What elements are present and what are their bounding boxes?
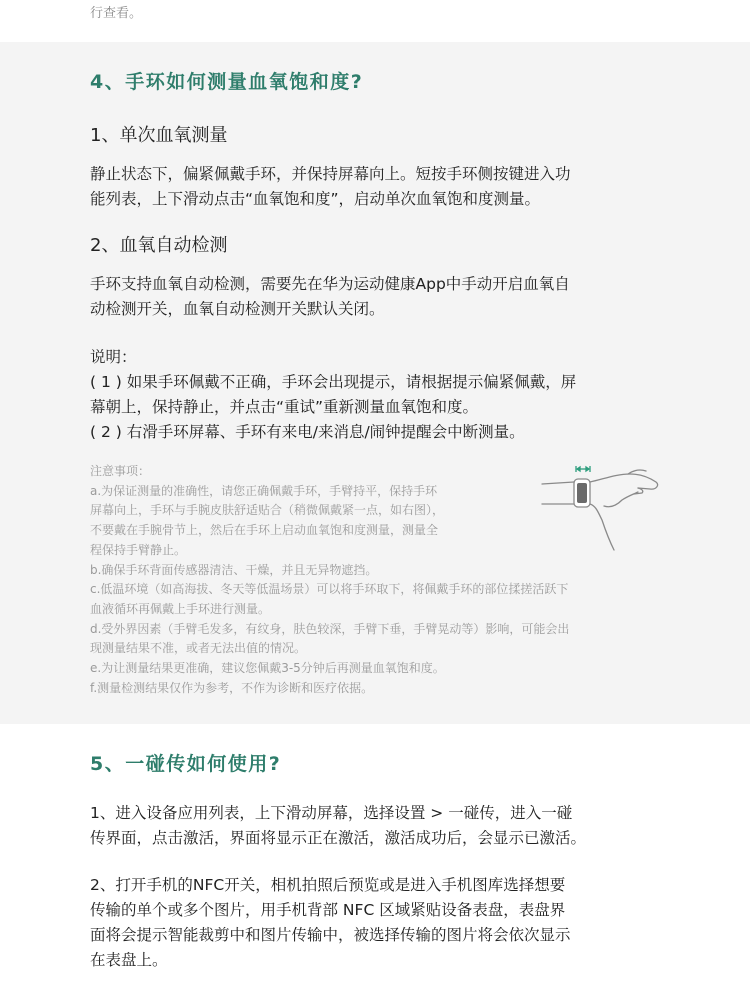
note-line: 程保持手臂静止。 xyxy=(90,542,187,557)
text-line: 手环支持血氧自动检测，需要先在华为运动健康App中手动开启血氧自 xyxy=(90,275,570,293)
text-line: 在表盘上。 xyxy=(90,951,168,969)
single-measure-heading: 1、单次血氧测量 xyxy=(90,125,228,146)
text-line: 传界面，点击激活，界面将显示正在激活，激活成功后，会显示已激活。 xyxy=(90,829,587,847)
explanation-label: 说明： xyxy=(90,348,137,366)
section-5-heading: 5、一碰传如何使用? xyxy=(90,753,282,775)
auto-detect-text xyxy=(90,272,660,322)
note-line: c.低温环境（如高海拔、冬天等低温场景）可以将手环取下，将佩戴手环的部位揉搓活跃下 xyxy=(90,582,569,597)
text-line: 幕朝上，保持静止，并点击“重试”重新测量血氧饱和度。 xyxy=(90,398,479,416)
note-line: 现测量结果不准，或者无法出值的情况。 xyxy=(90,641,307,656)
previous-section-fragment: 行查看。 xyxy=(90,6,143,21)
text-line: 能列表，上下滑动点击“血氧饱和度”，启动单次血氧饱和度测量。 xyxy=(90,190,541,208)
explanation-block xyxy=(90,345,660,445)
single-measure-text xyxy=(90,162,660,212)
wrist-band-fit-icon xyxy=(538,462,668,554)
text-line: 面将会提示智能裁剪中和图片传输中，被选择传输的图片将会依次显示 xyxy=(90,926,571,944)
note-line: b.确保手环背面传感器清洁、干燥，并且无异物遮挡。 xyxy=(90,562,378,577)
nfc-step-2-text xyxy=(90,873,660,973)
text-line: 静止状态下，偏紧佩戴手环，并保持屏幕向上。短按手环侧按键进入功 xyxy=(90,165,571,183)
auto-detect-heading: 2、血氧自动检测 xyxy=(90,235,228,256)
section-4-heading: 4、手环如何测量血氧饱和度? xyxy=(90,71,364,93)
nfc-step-1-text xyxy=(90,801,660,851)
precautions-title: 注意事项： xyxy=(90,464,151,478)
note-line: f.测量检测结果仅作为参考，不作为诊断和医疗依据。 xyxy=(90,680,374,695)
note-line: d.受外界因素（手臂毛发多，有纹身，肤色较深，手臂下垂，手臂晃动等）影响，可能会出 xyxy=(90,621,570,636)
note-line: 屏幕向上，手环与手腕皮肤舒适贴合（稍微佩戴紧一点，如右图）， xyxy=(90,503,445,518)
text-line: ( 2 ) 右滑手环屏幕、手环有来电/来消息/闹钟提醒会中断测量。 xyxy=(90,423,525,441)
text-line: ( 1 ) 如果手环佩戴不正确，手环会出现提示，请根据提示偏紧佩戴，屏 xyxy=(90,373,577,391)
note-line: e.为让测量结果更准确，建议您佩戴3-5分钟后再测量血氧饱和度。 xyxy=(90,661,445,676)
text-line: 动检测开关，血氧自动检测开关默认关闭。 xyxy=(90,300,385,318)
note-line: 血液循环再佩戴上手环进行测量。 xyxy=(90,601,271,616)
note-line: a.为保证测量的准确性，请您正确佩戴手环，手臂持平，保持手环 xyxy=(90,483,438,498)
text-line: 2、打开手机的NFC开关，相机拍照后预览或是进入手机图库选择想要 xyxy=(90,876,566,894)
note-line: 不要戴在手腕骨节上，然后在手环上启动血氧饱和度测量，测量全 xyxy=(90,523,439,538)
text-line: 1、进入设备应用列表，上下滑动屏幕，选择设置 > 一碰传，进入一碰 xyxy=(90,804,573,822)
text-line: 传输的单个或多个图片，用手机背部 NFC 区域紧贴设备表盘，表盘界 xyxy=(90,901,566,919)
